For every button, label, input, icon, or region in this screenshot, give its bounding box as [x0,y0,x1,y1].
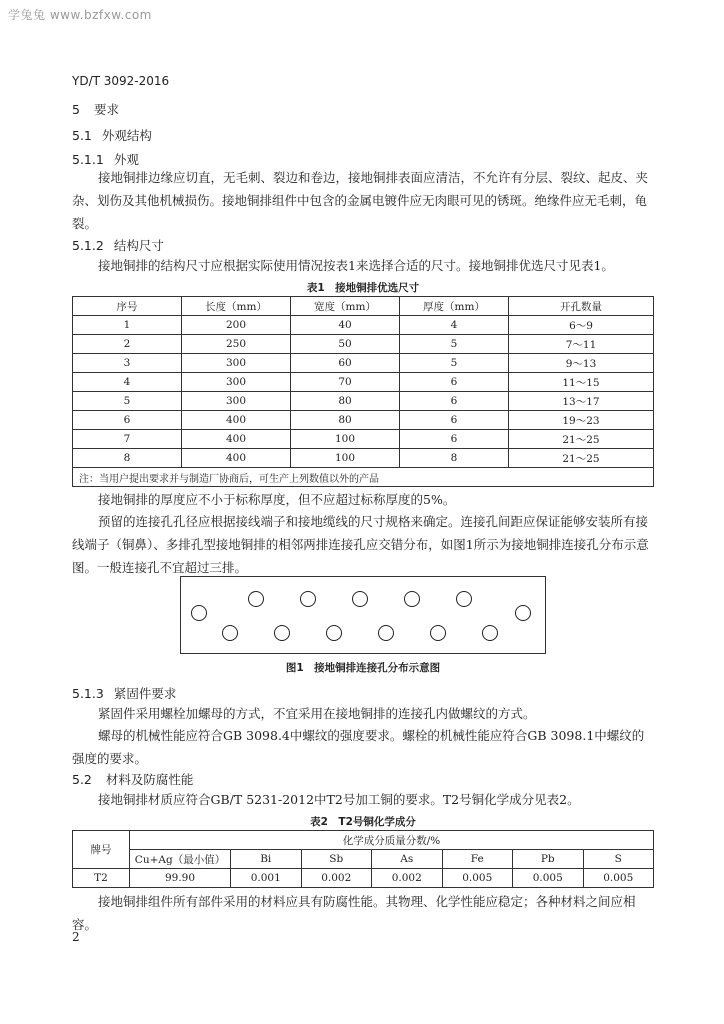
table-cell: 400 [182,411,291,430]
paragraph-fastener-method: 紧固件采用螺栓加螺母的方式，不宜采用在接地铜排的连接孔内做螺纹的方式。 [98,706,536,721]
table-header-row [73,831,654,850]
table-cell: 50 [291,335,400,354]
table-cell: 300 [182,373,291,392]
hole-circle [191,605,207,621]
table-cell: 80 [291,392,400,411]
table-header-cell: As [372,850,443,869]
section-title: 外观 [113,152,139,167]
table-cell: 400 [182,430,291,449]
table-cell: 400 [182,449,291,468]
table-header-row [73,850,654,869]
hole-circle [300,591,316,607]
hole-circle [222,625,238,641]
paragraph-appearance: 接地铜排边缘应切直，无毛刺、裂边和卷边，接地铜排表面应清洁，不允许有分层、裂纹、起皮、夹杂、划伤及其他机械损伤。接地铜排组件中包含的金属电镀件应无肉眼可见的锈斑。绝缘件应无毛刺，龟裂。 [72,170,649,231]
table-cell: 6 [400,392,509,411]
table-cell: 0.002 [301,869,372,888]
table-row [73,392,654,411]
table-note-row [73,468,654,487]
table-cell: 100 [291,449,400,468]
table-row [73,354,654,373]
paragraph-structure-size: 接地铜排的结构尺寸应根据实际使用情况按表1来选择合适的尺寸。接地铜排优选尺寸见表1。 [98,258,614,273]
section-title: 结构尺寸 [113,238,164,253]
table-header-cell: 化学成分质量分数/% [130,831,654,850]
table-cell: 8 [400,449,509,468]
table-cell: 300 [182,392,291,411]
table-header-cell: S [583,850,654,869]
table-row [73,373,654,392]
table-cell: 70 [291,373,400,392]
hole-circle [326,625,342,641]
table-row [73,869,654,888]
table-cell: 7 [73,430,182,449]
table-row [73,335,654,354]
table-cell: 5 [400,354,509,373]
table-row [73,449,654,468]
hole-circle [482,625,498,641]
table-cell: 4 [73,373,182,392]
table-header-cell: 长度（mm） [182,297,291,316]
hole-circle [274,625,290,641]
section-number: 5.1.2 [72,238,104,253]
table-header-row [73,297,654,316]
hole-circle [515,605,531,621]
table-cell: 250 [182,335,291,354]
table-cell: 80 [291,411,400,430]
section-number: 5.1.1 [72,152,104,167]
paragraph-thickness: 接地铜排的厚度应不小于标称厚度，但不应超过标称厚度的5%。 [98,492,456,507]
page-number: 2 [72,930,80,944]
table-cell: 3 [73,354,182,373]
hole-circle [404,591,420,607]
table-row [73,411,654,430]
table-cell: 0.002 [372,869,443,888]
table-header-cell: 序号 [73,297,182,316]
table-note: 注：当用户提出要求并与制造厂协商后，可生产上列数值以外的产品 [73,468,654,487]
section-title: 材料及防腐性能 [105,772,194,787]
table-cell: 100 [291,430,400,449]
table2 [72,830,654,888]
hole-circle [352,591,368,607]
section-number: 5.2 [72,772,92,787]
table-cell: 5 [400,335,509,354]
table2-caption: 表2 T2号铜化学成分 [310,816,416,828]
table-header-cell: 宽度（mm） [291,297,400,316]
paragraph-fastener-strength: 螺母的机械性能应符合GB 3098.4中螺纹的强度要求。螺栓的机械性能应符合GB 3098.1中螺纹的强度的要求。 [72,728,645,766]
table-row [73,430,654,449]
table-cell: 5 [73,392,182,411]
table-header-cell: Fe [442,850,513,869]
table-row [73,316,654,335]
standard-number: YD/T 3092-2016 [72,74,170,88]
table-cell: 21～25 [509,430,654,449]
section-5-1-heading [72,126,152,144]
table-cell: 11～15 [509,373,654,392]
section-title: 紧固件要求 [113,686,177,701]
hole-circle [248,591,264,607]
table-cell: 0.001 [231,869,302,888]
hole-circle [430,625,446,641]
figure1-caption: 图1 接地铜排连接孔分布示意图 [285,662,441,674]
table-header-cell: 牌号 [73,831,130,869]
table-cell: 4 [400,316,509,335]
table-cell: 6 [400,373,509,392]
section-number: 5.1.3 [72,686,104,701]
hole-circle [378,625,394,641]
table-cell: 2 [73,335,182,354]
table-cell: 13～17 [509,392,654,411]
table1 [72,296,654,487]
table-header-cell: Sb [301,850,372,869]
table-cell: 1 [73,316,182,335]
section-title: 外观结构 [101,128,152,143]
paragraph-corrosion: 接地铜排组件所有部件采用的材料应具有防腐性能。其物理、化学性能应稳定；各种材料之间应相容。 [72,894,636,932]
table-cell: 0.005 [442,869,513,888]
table-cell: 9～13 [509,354,654,373]
section-5-heading [72,100,119,118]
hole-circle [456,591,472,607]
table-cell: 8 [73,449,182,468]
paragraph-connection-holes: 预留的连接孔孔径应根据接线端子和接地缆线的尺寸规格来确定。连接孔间距应保证能够安装所有接线端子（铜鼻）、多排孔型接地铜排的相邻两排连接孔应交错分布，如图1所示为接地铜排连接孔分布示意图。一般连接孔不宜超过三排。 [72,514,649,575]
table-cell: 0.005 [513,869,584,888]
table-cell: 300 [182,354,291,373]
table-cell: 6～9 [509,316,654,335]
table-cell: 40 [291,316,400,335]
table-cell: 6 [400,411,509,430]
watermark: 学兔兔 www.bzfxw.com [8,8,152,22]
section-5-1-3-heading [72,684,176,702]
table-header-cell: 开孔数量 [509,297,654,316]
table-header-cell: Pb [513,850,584,869]
table-header-cell: Cu+Ag（最小值） [130,850,231,869]
table-header-cell: 厚度（mm） [400,297,509,316]
table-cell: T2 [73,869,130,888]
figure1-diagram [180,576,546,654]
table-cell: 7～11 [509,335,654,354]
table1-caption: 表1 接地铜排优选尺寸 [306,282,420,294]
table-header-cell: Bi [231,850,302,869]
section-5-2-heading [72,770,193,788]
table-cell: 60 [291,354,400,373]
table-cell: 19～23 [509,411,654,430]
section-number: 5 [72,102,80,117]
table-cell: 21～25 [509,449,654,468]
section-number: 5.1 [72,128,92,143]
table-cell: 200 [182,316,291,335]
paragraph-material: 接地铜排材质应符合GB/T 5231-2012中T2号加工铜的要求。T2号铜化学成分见表2。 [98,792,580,807]
table-cell: 6 [73,411,182,430]
table-cell: 0.005 [583,869,654,888]
table-cell: 99.90 [130,869,231,888]
section-5-1-2-heading [72,236,164,254]
table-cell: 6 [400,430,509,449]
section-title: 要求 [93,102,119,117]
